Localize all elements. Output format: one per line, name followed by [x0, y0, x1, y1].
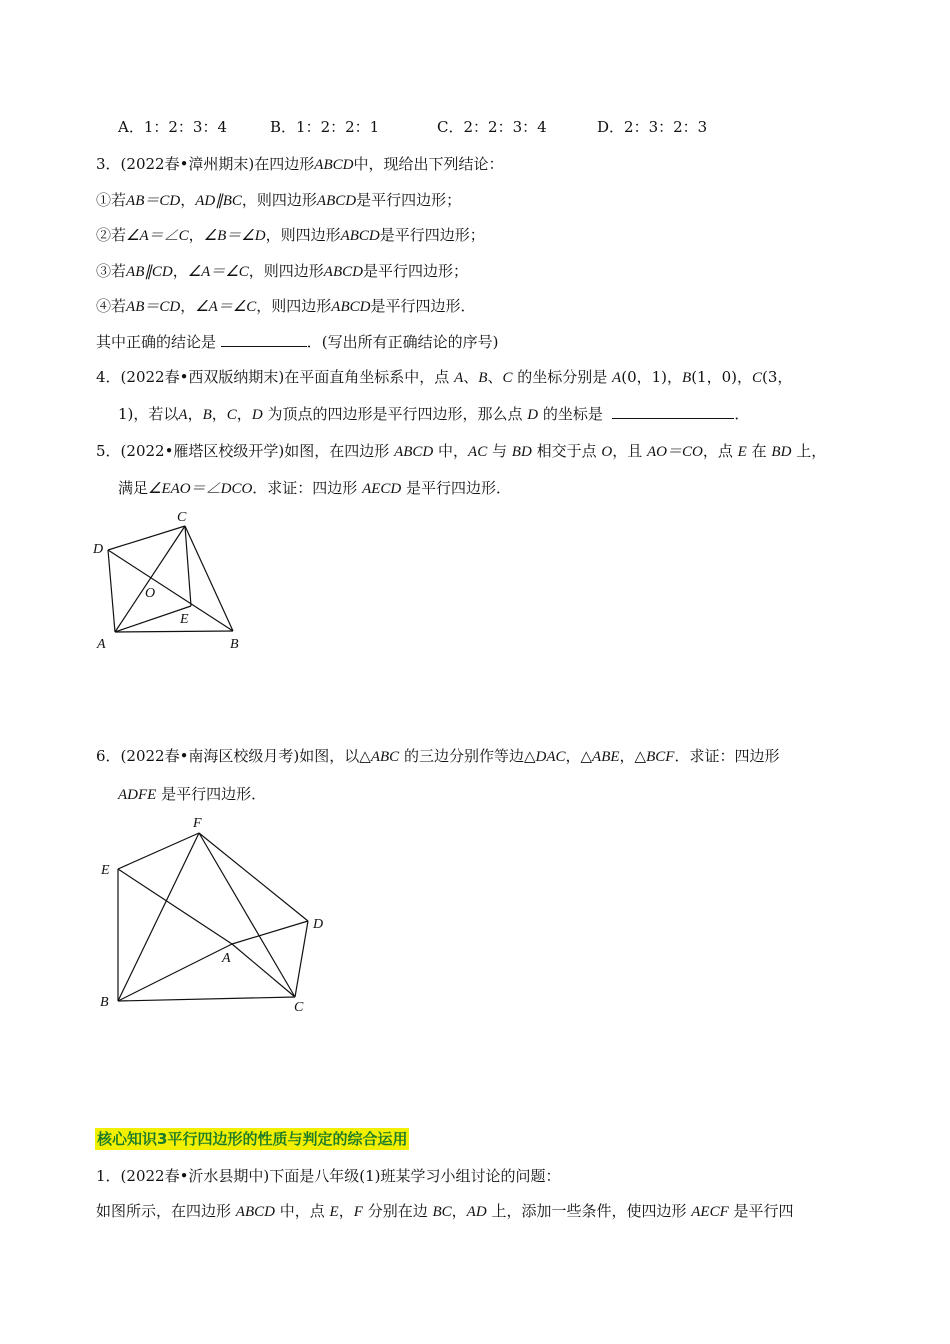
q6-figure — [90, 810, 340, 1015]
math: A — [178, 407, 188, 423]
answer-blank[interactable] — [612, 402, 734, 419]
text: ．求证：四边形 — [674, 747, 780, 765]
label-e: E — [101, 863, 110, 878]
math: ∠A＝∠C — [195, 299, 257, 315]
math: E — [737, 444, 747, 460]
text: 、 — [463, 368, 479, 386]
math: BD — [511, 444, 532, 460]
edge-fd — [199, 833, 308, 921]
text: 是平行四边形． — [370, 297, 476, 315]
math: ABC — [370, 749, 400, 765]
edge-fb — [118, 833, 199, 1001]
math: AECD — [362, 481, 402, 497]
question-source: (2022春•漳州期末) — [120, 155, 255, 173]
text: ，则四边形 — [241, 191, 317, 209]
label-a: A — [97, 637, 106, 652]
q5-line-2 — [118, 477, 511, 500]
label-a: A — [222, 951, 231, 966]
text: (1，0) — [691, 368, 737, 386]
text: 是平行四 — [733, 1202, 794, 1220]
text: 如图，在四边形 — [284, 442, 390, 460]
math: BD — [771, 444, 792, 460]
q4-line-1 — [96, 366, 792, 389]
text: 与 — [492, 442, 508, 460]
q6-line-1 — [96, 745, 779, 768]
diagonal-ac — [115, 526, 185, 632]
q3-statement-3 — [96, 260, 468, 283]
question-number: 5． — [96, 442, 121, 460]
text: ① — [96, 191, 112, 209]
text: 是平行四边形． — [406, 479, 512, 497]
text: ，则四边形 — [256, 297, 332, 315]
text: ， — [737, 368, 753, 386]
option-c: C．2：2：3：4 — [437, 118, 547, 136]
math: AB＝CD — [126, 299, 181, 315]
q3-stem — [96, 153, 503, 176]
math: ABCD — [314, 157, 354, 173]
label-d: D — [313, 917, 324, 932]
question-source: (2022春•沂水县期中) — [120, 1167, 270, 1185]
math: D — [527, 407, 539, 423]
math: ∠A＝∠C — [187, 264, 249, 280]
text: 是平行四边形； — [362, 262, 468, 280]
text: 是平行四边形； — [379, 226, 485, 244]
label-o: O — [145, 586, 156, 601]
q5-figure — [88, 505, 258, 655]
text: 的三边分别作等边△ — [403, 747, 536, 765]
edge-ad — [232, 921, 308, 944]
text: 的坐标分别是 — [517, 368, 608, 386]
text: 在平面直角坐标系中，点 — [284, 368, 450, 386]
math: ∠A＝∠C — [126, 228, 189, 244]
math: AB∥CD — [126, 264, 173, 280]
text: 是平行四边形． — [161, 785, 267, 803]
section-heading: 核心知识3平行四边形的性质与判定的综合运用 — [97, 1130, 408, 1148]
math: DAC — [535, 749, 566, 765]
text: 若 — [111, 297, 127, 315]
label-c: C — [177, 510, 187, 525]
math: AC — [468, 444, 488, 460]
q3-answer — [96, 330, 499, 353]
edge-fc — [199, 833, 295, 997]
math: AO＝CO — [647, 444, 703, 460]
label-d: D — [93, 542, 104, 557]
text: (0，1) — [621, 368, 668, 386]
math: A — [454, 370, 464, 386]
option-a: A．1：2：3：4 — [118, 118, 228, 136]
text: ， — [338, 1202, 354, 1220]
question-number: 1． — [96, 1167, 121, 1185]
text: 若 — [111, 262, 127, 280]
label-e: E — [180, 612, 189, 627]
question-number: 3． — [96, 155, 121, 173]
text: 的坐标是 — [542, 405, 603, 423]
text: ．(写出所有正确结论的序号) — [306, 333, 499, 351]
text: 中，现给出下列结论： — [353, 155, 504, 173]
math: ABE — [592, 749, 620, 765]
text: 在 — [751, 442, 767, 460]
q3-statement-4 — [96, 295, 475, 318]
text: 中，点 — [279, 1202, 325, 1220]
q6-line-2 — [118, 783, 266, 806]
text: 若 — [111, 226, 127, 244]
text: ， — [667, 368, 683, 386]
q5-line-1 — [96, 440, 826, 463]
text: 满足 — [118, 479, 149, 497]
text: 、 — [487, 368, 503, 386]
text: 中， — [438, 442, 469, 460]
p1-line-2 — [96, 1200, 794, 1223]
text: 为顶点的四边形是平行四边形，那么点 — [267, 405, 523, 423]
text: 在四边形 — [254, 155, 315, 173]
text: ，△ — [565, 747, 593, 765]
text: ， — [180, 191, 196, 209]
text: ，点 — [702, 442, 733, 460]
text: 是平行四边形； — [356, 191, 462, 209]
math: ABCD — [235, 1204, 275, 1220]
answer-blank[interactable] — [221, 330, 307, 347]
label-b: B — [100, 995, 109, 1010]
math: ABCD — [340, 228, 380, 244]
text: 上，添加一些条件，使四边形 — [491, 1202, 687, 1220]
math: A — [612, 370, 622, 386]
edge-ef — [118, 833, 199, 869]
math: AD — [466, 1204, 487, 1220]
math: ABCD — [316, 193, 357, 209]
edge-ea — [118, 869, 232, 944]
edge-ac — [232, 944, 295, 997]
math: C — [502, 370, 513, 386]
text: 下面是八年级(1)班某学习小组讨论的问题： — [269, 1167, 561, 1185]
edge-da — [108, 550, 115, 632]
text: 若 — [111, 191, 127, 209]
math: AD∥BC — [195, 193, 242, 209]
q3-statement-2 — [96, 224, 485, 247]
label-c: C — [294, 1000, 304, 1015]
math: C — [226, 407, 237, 423]
text: ③ — [96, 262, 112, 280]
text: ④ — [96, 297, 112, 315]
p1-line-1 — [96, 1165, 561, 1187]
math: BCF — [646, 749, 675, 765]
math: ∠EAO＝∠DCO — [148, 481, 253, 497]
math: C — [752, 370, 763, 386]
text: ② — [96, 226, 112, 244]
math: AECF — [691, 1204, 729, 1220]
question-number: 6． — [96, 747, 121, 765]
math: D — [251, 407, 263, 423]
math: B — [202, 407, 212, 423]
math: B — [478, 370, 488, 386]
question-source: (2022春•南海区校级月考) — [120, 747, 300, 765]
text: (3， — [762, 368, 793, 386]
text: ，则四边形 — [265, 226, 341, 244]
text: 如图，以△ — [299, 747, 371, 765]
math: AB＝CD — [126, 193, 181, 209]
text: 1)，若以 — [118, 405, 179, 423]
math: ABCD — [323, 264, 363, 280]
math: ADFE — [118, 787, 157, 803]
math: B — [682, 370, 692, 386]
q3-statement-1 — [96, 189, 461, 212]
option-d: D．2：3：2：3 — [597, 118, 708, 136]
text: 如图所示，在四边形 — [96, 1202, 232, 1220]
question-source: (2022•雁塔区校级开学) — [120, 442, 285, 460]
text: ， — [451, 1202, 467, 1220]
text: ， — [188, 226, 204, 244]
math: BC — [432, 1204, 452, 1220]
text: ， — [180, 297, 196, 315]
question-number: 4． — [96, 368, 121, 386]
text: 上， — [796, 442, 827, 460]
text: 分别在边 — [367, 1202, 428, 1220]
text: ， — [172, 262, 188, 280]
text: ，且 — [612, 442, 643, 460]
edge-ba — [118, 944, 232, 1001]
math: ABCD — [331, 299, 371, 315]
label-f: F — [193, 816, 202, 831]
q4-line-2: 1)，若以A，B，C，D 为顶点的四边形是平行四边形，那么点 D 的坐标是 ． — [118, 402, 749, 426]
math: F — [353, 1204, 363, 1220]
text: 相交于点 — [536, 442, 597, 460]
text: ．求证：四边形 — [252, 479, 358, 497]
question-source: (2022春•西双版纳期末) — [120, 368, 285, 386]
text: ，△ — [619, 747, 647, 765]
text: ，则四边形 — [248, 262, 324, 280]
edge-ab — [115, 631, 233, 632]
edge-dc — [295, 921, 308, 997]
math: E — [329, 1204, 339, 1220]
option-b: B．1：2：2：1 — [270, 118, 380, 136]
text: 其中正确的结论是 — [96, 333, 217, 351]
math: ∠B＝∠D — [203, 228, 266, 244]
edge-bc — [118, 997, 295, 1001]
math: O — [601, 444, 613, 460]
math: ABCD — [394, 444, 434, 460]
edge-dc — [108, 526, 185, 550]
label-b: B — [230, 637, 239, 652]
text: ． — [734, 405, 750, 423]
